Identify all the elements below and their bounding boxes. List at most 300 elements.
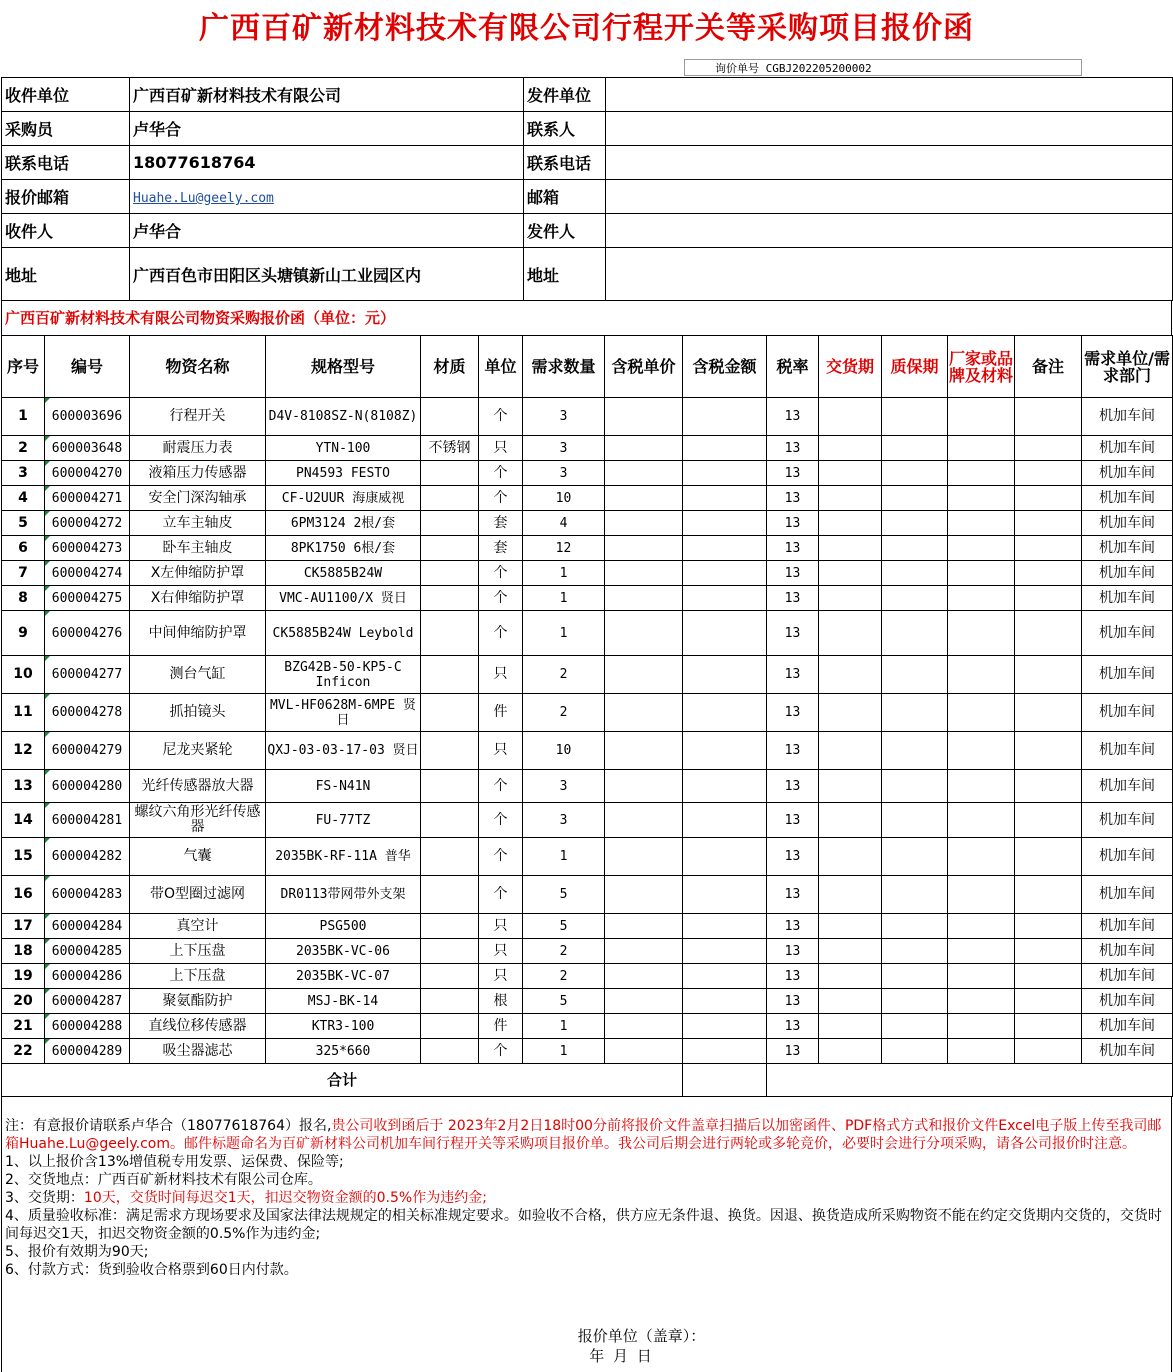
row-unit: 只 — [479, 656, 523, 694]
row-code: 600004282 — [45, 838, 130, 876]
row-warranty[interactable] — [882, 536, 948, 561]
row-warranty[interactable] — [882, 486, 948, 511]
row-qty: 1 — [523, 1039, 605, 1064]
row-qty: 2 — [523, 964, 605, 989]
row-amount[interactable] — [683, 1014, 767, 1039]
row-amount[interactable] — [683, 486, 767, 511]
row-amount[interactable] — [683, 838, 767, 876]
row-unit-price[interactable] — [605, 486, 683, 511]
row-unit-price[interactable] — [605, 989, 683, 1014]
row-warranty[interactable] — [882, 611, 948, 656]
row-delivery[interactable] — [819, 511, 882, 536]
row-seq: 10 — [2, 656, 45, 694]
inquiry-value: CGBJ202205200002 — [765, 62, 872, 75]
total-label: 合计 — [2, 1064, 683, 1097]
row-brand[interactable] — [948, 989, 1015, 1014]
row-unit-price[interactable] — [605, 656, 683, 694]
row-brand[interactable] — [948, 1014, 1015, 1039]
table-row — [2, 1039, 1173, 1064]
row-warranty[interactable] — [882, 876, 948, 914]
row-remark[interactable] — [1015, 1039, 1082, 1064]
row-qty: 1 — [523, 611, 605, 656]
row-brand[interactable] — [948, 964, 1015, 989]
row-dept: 机加车间 — [1082, 586, 1173, 611]
row-dept: 机加车间 — [1082, 989, 1173, 1014]
row-unit-price[interactable] — [605, 876, 683, 914]
row-tax: 13 — [767, 989, 819, 1014]
sender-unit-label: 发件单位 — [524, 78, 606, 112]
buyer-label: 采购员 — [2, 112, 130, 146]
row-seq: 3 — [2, 461, 45, 486]
row-delivery[interactable] — [819, 770, 882, 803]
row-delivery[interactable] — [819, 561, 882, 586]
row-qty: 1 — [523, 561, 605, 586]
row-delivery[interactable] — [819, 914, 882, 939]
header-code: 编号 — [45, 336, 130, 398]
row-warranty[interactable] — [882, 586, 948, 611]
row-brand[interactable] — [948, 586, 1015, 611]
row-tax: 13 — [767, 611, 819, 656]
row-warranty[interactable] — [882, 838, 948, 876]
row-delivery[interactable] — [819, 586, 882, 611]
header-unit: 单位 — [479, 336, 523, 398]
address-value[interactable]: 广西百色市田阳区头塘镇新山工业园区内 — [130, 248, 524, 301]
row-code: 600003648 — [45, 436, 130, 461]
email2-value[interactable] — [606, 180, 1173, 214]
row-tax: 13 — [767, 694, 819, 732]
row-warranty[interactable] — [882, 436, 948, 461]
row-dept: 机加车间 — [1082, 656, 1173, 694]
phone-value[interactable]: 18077618764 — [130, 146, 524, 180]
row-unit-price[interactable] — [605, 914, 683, 939]
row-warranty[interactable] — [882, 461, 948, 486]
row-delivery[interactable] — [819, 1014, 882, 1039]
row-remark[interactable] — [1015, 989, 1082, 1014]
row-dept: 机加车间 — [1082, 876, 1173, 914]
note-1: 1、以上报价含13%增值税专用发票、运保费、保险等; — [5, 1154, 344, 1170]
note-6: 6、付款方式：货到验收合格票到60日内付款。 — [5, 1262, 298, 1278]
row-seq: 14 — [2, 803, 45, 838]
row-tax: 13 — [767, 1014, 819, 1039]
note-3-terms: 10天，交货时间每迟交1天，扣迟交物资金额的0.5%作为违约金; — [83, 1190, 487, 1206]
row-amount[interactable] — [683, 561, 767, 586]
row-tax: 13 — [767, 486, 819, 511]
row-remark[interactable] — [1015, 461, 1082, 486]
row-code: 600004279 — [45, 732, 130, 770]
row-material — [421, 586, 479, 611]
row-brand[interactable] — [948, 436, 1015, 461]
row-unit: 个 — [479, 770, 523, 803]
row-brand[interactable] — [948, 561, 1015, 586]
row-delivery[interactable] — [819, 694, 882, 732]
row-spec: MVL-HF0628M-6MPE 贤日 — [266, 694, 421, 732]
row-warranty[interactable] — [882, 914, 948, 939]
row-delivery[interactable] — [819, 656, 882, 694]
row-delivery[interactable] — [819, 964, 882, 989]
row-code: 600004287 — [45, 989, 130, 1014]
row-dept: 机加车间 — [1082, 770, 1173, 803]
row-qty: 2 — [523, 939, 605, 964]
row-delivery[interactable] — [819, 838, 882, 876]
table-row — [2, 536, 1173, 561]
row-unit: 只 — [479, 964, 523, 989]
row-tax: 13 — [767, 876, 819, 914]
row-warranty[interactable] — [882, 1014, 948, 1039]
row-delivery[interactable] — [819, 876, 882, 914]
contact-value[interactable] — [606, 112, 1173, 146]
row-warranty[interactable] — [882, 989, 948, 1014]
row-remark[interactable] — [1015, 511, 1082, 536]
row-unit: 件 — [479, 694, 523, 732]
table-row — [2, 656, 1173, 694]
table-row — [2, 561, 1173, 586]
row-unit-price[interactable] — [605, 461, 683, 486]
row-amount[interactable] — [683, 694, 767, 732]
row-amount[interactable] — [683, 939, 767, 964]
row-unit: 只 — [479, 939, 523, 964]
header-name: 物资名称 — [130, 336, 266, 398]
row-remark[interactable] — [1015, 732, 1082, 770]
row-brand[interactable] — [948, 486, 1015, 511]
row-warranty[interactable] — [882, 732, 948, 770]
note-intro-deadline: 贵公司收到函后于 2023年2月2日18时00分前将报价文件盖章扫描后以加密函件、PDF格式方式和报价文件Excel电子版上传至我司邮箱Huahe.Lu@geely.com。邮件标题命名为百矿新材料公司机加车间行程开关等采购项目报价单。我公司后期会进行两轮或多轮竞价，必要时会进行分项采购，请各公司报价时注意。 — [5, 1118, 1162, 1152]
row-name: 聚氨酯防护 — [130, 989, 266, 1014]
row-seq: 2 — [2, 436, 45, 461]
row-material — [421, 398, 479, 436]
row-remark[interactable] — [1015, 770, 1082, 803]
email-link[interactable]: Huahe.Lu@geely.com — [133, 191, 274, 206]
quote-subtitle: 广西百矿新材料技术有限公司物资采购报价函（单位：元） — [1, 301, 1172, 335]
row-unit: 个 — [479, 803, 523, 838]
row-qty: 3 — [523, 770, 605, 803]
row-delivery[interactable] — [819, 611, 882, 656]
row-remark[interactable] — [1015, 876, 1082, 914]
row-dept: 机加车间 — [1082, 732, 1173, 770]
row-code: 600004283 — [45, 876, 130, 914]
row-material — [421, 914, 479, 939]
row-tax: 13 — [767, 732, 819, 770]
row-unit-price[interactable] — [605, 586, 683, 611]
row-remark[interactable] — [1015, 586, 1082, 611]
header-warranty: 质保期 — [882, 336, 948, 398]
row-spec: 8PK1750 6根/套 — [266, 536, 421, 561]
row-seq: 18 — [2, 939, 45, 964]
row-remark[interactable] — [1015, 1014, 1082, 1039]
row-warranty[interactable] — [882, 398, 948, 436]
row-amount[interactable] — [683, 511, 767, 536]
row-remark[interactable] — [1015, 436, 1082, 461]
row-spec: YTN-100 — [266, 436, 421, 461]
row-unit: 个 — [479, 561, 523, 586]
row-brand[interactable] — [948, 611, 1015, 656]
row-material — [421, 694, 479, 732]
row-unit-price[interactable] — [605, 964, 683, 989]
row-spec: 2035BK-RF-11A 普华 — [266, 838, 421, 876]
row-remark[interactable] — [1015, 914, 1082, 939]
row-name: 抓拍镜头 — [130, 694, 266, 732]
address2-value[interactable] — [606, 248, 1173, 301]
row-unit: 个 — [479, 398, 523, 436]
row-name: 上下压盘 — [130, 964, 266, 989]
row-tax: 13 — [767, 398, 819, 436]
row-amount[interactable] — [683, 398, 767, 436]
phone2-value[interactable] — [606, 146, 1173, 180]
row-code: 600004286 — [45, 964, 130, 989]
row-tax: 13 — [767, 536, 819, 561]
row-unit-price[interactable] — [605, 436, 683, 461]
row-delivery[interactable] — [819, 536, 882, 561]
receiver-unit-value[interactable]: 广西百矿新材料技术有限公司 — [130, 78, 524, 112]
row-amount[interactable] — [683, 803, 767, 838]
row-amount[interactable] — [683, 964, 767, 989]
table-row — [2, 876, 1173, 914]
row-delivery[interactable] — [819, 398, 882, 436]
row-delivery[interactable] — [819, 732, 882, 770]
row-remark[interactable] — [1015, 398, 1082, 436]
row-delivery[interactable] — [819, 803, 882, 838]
row-unit-price[interactable] — [605, 398, 683, 436]
row-brand[interactable] — [948, 939, 1015, 964]
row-warranty[interactable] — [882, 694, 948, 732]
row-dept: 机加车间 — [1082, 914, 1173, 939]
row-dept: 机加车间 — [1082, 461, 1173, 486]
row-code: 600004274 — [45, 561, 130, 586]
row-warranty[interactable] — [882, 1039, 948, 1064]
row-seq: 20 — [2, 989, 45, 1014]
row-material — [421, 964, 479, 989]
row-unit-price[interactable] — [605, 770, 683, 803]
row-name: 螺纹六角形光纤传感器 — [130, 803, 266, 838]
table-row — [2, 436, 1173, 461]
row-amount[interactable] — [683, 1039, 767, 1064]
row-dept: 机加车间 — [1082, 511, 1173, 536]
row-name: 卧车主轴皮 — [130, 536, 266, 561]
row-material — [421, 656, 479, 694]
row-remark[interactable] — [1015, 939, 1082, 964]
row-tax: 13 — [767, 838, 819, 876]
email2-label: 邮箱 — [524, 180, 606, 214]
row-warranty[interactable] — [882, 656, 948, 694]
row-dept: 机加车间 — [1082, 486, 1173, 511]
row-delivery[interactable] — [819, 939, 882, 964]
row-amount[interactable] — [683, 989, 767, 1014]
row-code: 600003696 — [45, 398, 130, 436]
row-unit-price[interactable] — [605, 1014, 683, 1039]
row-brand[interactable] — [948, 511, 1015, 536]
row-material — [421, 838, 479, 876]
row-unit: 个 — [479, 1039, 523, 1064]
row-remark[interactable] — [1015, 803, 1082, 838]
table-row — [2, 586, 1173, 611]
note-intro — [5, 1117, 1165, 1153]
header-amount: 含税金额 — [683, 336, 767, 398]
row-delivery[interactable] — [819, 461, 882, 486]
row-brand[interactable] — [948, 536, 1015, 561]
row-tax: 13 — [767, 561, 819, 586]
row-warranty[interactable] — [882, 511, 948, 536]
row-seq: 15 — [2, 838, 45, 876]
row-name: 带O型圈过滤网 — [130, 876, 266, 914]
row-code: 600004288 — [45, 1014, 130, 1039]
row-qty: 3 — [523, 803, 605, 838]
row-unit-price[interactable] — [605, 939, 683, 964]
row-spec: FU-77TZ — [266, 803, 421, 838]
header-qty: 需求数量 — [523, 336, 605, 398]
row-unit: 个 — [479, 876, 523, 914]
row-code: 600004285 — [45, 939, 130, 964]
buyer-value[interactable]: 卢华合 — [130, 112, 524, 146]
row-remark[interactable] — [1015, 838, 1082, 876]
row-material — [421, 989, 479, 1014]
row-amount[interactable] — [683, 732, 767, 770]
table-row — [2, 461, 1173, 486]
row-material — [421, 770, 479, 803]
row-name: 测台气缸 — [130, 656, 266, 694]
row-code: 600004276 — [45, 611, 130, 656]
row-spec: 2035BK-VC-06 — [266, 939, 421, 964]
recipient-label: 收件人 — [2, 214, 130, 248]
row-warranty[interactable] — [882, 770, 948, 803]
row-seq: 4 — [2, 486, 45, 511]
row-name: 光纤传感器放大器 — [130, 770, 266, 803]
row-unit-price[interactable] — [605, 803, 683, 838]
row-seq: 1 — [2, 398, 45, 436]
row-warranty[interactable] — [882, 803, 948, 838]
row-warranty[interactable] — [882, 561, 948, 586]
row-delivery[interactable] — [819, 989, 882, 1014]
table-row — [2, 803, 1173, 838]
address-label: 地址 — [2, 248, 130, 301]
row-name: 立车主轴皮 — [130, 511, 266, 536]
header-dept: 需求单位/需求部门 — [1082, 336, 1173, 398]
row-amount[interactable] — [683, 586, 767, 611]
document-title: 广西百矿新材料技术有限公司行程开关等采购项目报价函 — [199, 11, 974, 46]
row-amount[interactable] — [683, 914, 767, 939]
row-qty: 5 — [523, 989, 605, 1014]
row-remark[interactable] — [1015, 656, 1082, 694]
row-delivery[interactable] — [819, 1039, 882, 1064]
row-qty: 3 — [523, 436, 605, 461]
row-code: 600004281 — [45, 803, 130, 838]
row-brand[interactable] — [948, 914, 1015, 939]
row-seq: 22 — [2, 1039, 45, 1064]
row-amount[interactable] — [683, 876, 767, 914]
row-seq: 7 — [2, 561, 45, 586]
header-spec: 规格型号 — [266, 336, 421, 398]
row-unit-price[interactable] — [605, 611, 683, 656]
row-name: X左伸缩防护罩 — [130, 561, 266, 586]
row-unit-price[interactable] — [605, 561, 683, 586]
row-remark[interactable] — [1015, 486, 1082, 511]
recipient-value[interactable]: 卢华合 — [130, 214, 524, 248]
row-remark[interactable] — [1015, 536, 1082, 561]
row-brand[interactable] — [948, 694, 1015, 732]
row-amount[interactable] — [683, 611, 767, 656]
row-unit-price[interactable] — [605, 511, 683, 536]
row-brand[interactable] — [948, 461, 1015, 486]
row-brand[interactable] — [948, 838, 1015, 876]
row-remark[interactable] — [1015, 964, 1082, 989]
row-qty: 1 — [523, 838, 605, 876]
row-brand[interactable] — [948, 398, 1015, 436]
header-delivery: 交货期 — [819, 336, 882, 398]
row-code: 600004272 — [45, 511, 130, 536]
sender-value[interactable] — [606, 214, 1173, 248]
row-unit: 个 — [479, 486, 523, 511]
row-brand[interactable] — [948, 876, 1015, 914]
row-spec: 2035BK-VC-07 — [266, 964, 421, 989]
total-amount[interactable] — [683, 1064, 767, 1097]
row-name: 安全门深沟轴承 — [130, 486, 266, 511]
row-unit-price[interactable] — [605, 694, 683, 732]
row-remark[interactable] — [1015, 694, 1082, 732]
row-seq: 11 — [2, 694, 45, 732]
row-seq: 9 — [2, 611, 45, 656]
email-cell[interactable] — [130, 180, 524, 214]
row-tax: 13 — [767, 939, 819, 964]
row-brand[interactable] — [948, 656, 1015, 694]
row-spec: CK5885B24W Leybold — [266, 611, 421, 656]
row-amount[interactable] — [683, 770, 767, 803]
row-dept: 机加车间 — [1082, 436, 1173, 461]
row-code: 600004273 — [45, 536, 130, 561]
row-brand[interactable] — [948, 732, 1015, 770]
row-delivery[interactable] — [819, 486, 882, 511]
row-delivery[interactable] — [819, 436, 882, 461]
row-spec: FS-N41N — [266, 770, 421, 803]
row-material — [421, 561, 479, 586]
row-dept: 机加车间 — [1082, 1039, 1173, 1064]
row-remark[interactable] — [1015, 561, 1082, 586]
row-spec: 325*660 — [266, 1039, 421, 1064]
row-seq: 17 — [2, 914, 45, 939]
row-material — [421, 803, 479, 838]
row-brand[interactable] — [948, 1039, 1015, 1064]
row-unit-price[interactable] — [605, 536, 683, 561]
row-remark[interactable] — [1015, 611, 1082, 656]
sender-unit-value[interactable] — [606, 78, 1173, 112]
contact-info-table — [1, 77, 1173, 301]
row-amount[interactable] — [683, 436, 767, 461]
row-unit-price[interactable] — [605, 838, 683, 876]
row-tax: 13 — [767, 1039, 819, 1064]
header-brand: 厂家或品牌及材料 — [948, 336, 1015, 398]
row-unit: 件 — [479, 1014, 523, 1039]
row-warranty[interactable] — [882, 939, 948, 964]
row-seq: 21 — [2, 1014, 45, 1039]
row-amount[interactable] — [683, 461, 767, 486]
table-row — [2, 838, 1173, 876]
row-unit-price[interactable] — [605, 732, 683, 770]
note-3 — [5, 1189, 1165, 1207]
row-amount[interactable] — [683, 656, 767, 694]
inquiry-label: 询价单号 — [715, 62, 759, 75]
row-dept: 机加车间 — [1082, 803, 1173, 838]
row-unit: 套 — [479, 536, 523, 561]
row-qty: 2 — [523, 694, 605, 732]
table-row — [2, 989, 1173, 1014]
row-name: 尼龙夹紧轮 — [130, 732, 266, 770]
row-unit: 个 — [479, 461, 523, 486]
table-row — [2, 1014, 1173, 1039]
row-material — [421, 1039, 479, 1064]
row-brand[interactable] — [948, 770, 1015, 803]
row-unit-price[interactable] — [605, 1039, 683, 1064]
row-warranty[interactable] — [882, 964, 948, 989]
row-brand[interactable] — [948, 803, 1015, 838]
row-unit: 个 — [479, 838, 523, 876]
row-amount[interactable] — [683, 536, 767, 561]
